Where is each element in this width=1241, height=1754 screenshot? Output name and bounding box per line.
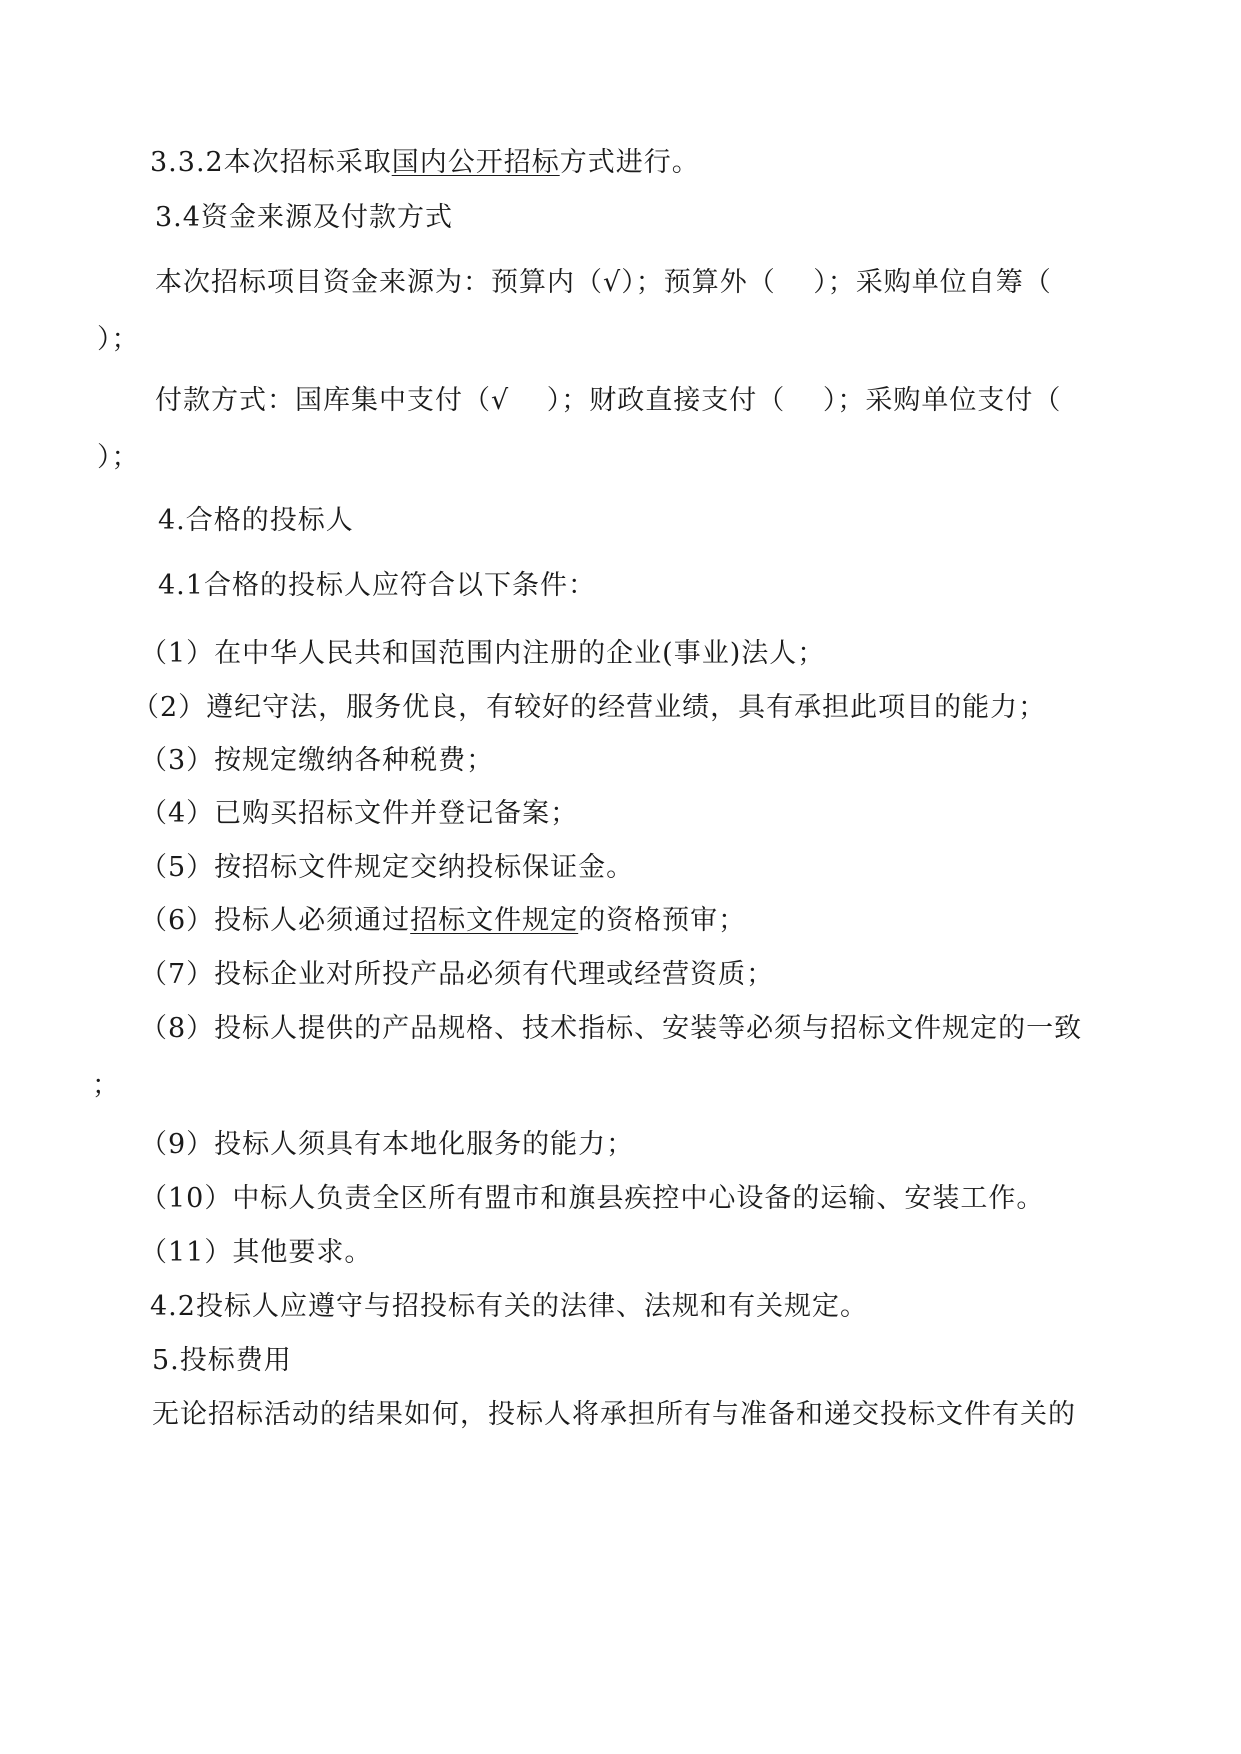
condition-2: （2）遵纪守法，服务优良，有较好的经营业绩，具有承担此项目的能力；: [132, 692, 1047, 723]
condition-3: （3）按规定缴纳各种税费；: [140, 745, 495, 776]
condition-8-line-1: （8）投标人提供的产品规格、技术指标、安装等必须与招标文件规定的一致: [140, 1013, 1083, 1044]
clause-3-3-2-text-start: 3.3.2本次招标采取: [150, 147, 392, 178]
condition-1: （1）在中华人民共和国范围内注册的企业(事业)法人；: [140, 638, 826, 669]
section-4-heading: 4.合格的投标人: [158, 505, 354, 536]
condition-10: （10）中标人负责全区所有盟市和旗县疾控中心设备的运输、安装工作。: [140, 1183, 1045, 1214]
condition-6: [140, 903, 746, 939]
clause-3-3-2: [150, 145, 700, 181]
clause-4-1-heading: 4.1合格的投标人应符合以下条件：: [158, 570, 596, 601]
payment-method-line-1: 付款方式：国库集中支付（√ ）；财政直接支付（ ）；采购单位支付（: [155, 385, 1062, 416]
condition-4: （4）已购买招标文件并登记备案；: [140, 798, 579, 829]
funding-source-line-1: 本次招标项目资金来源为：预算内（√）；预算外（ ）；采购单位自筹（: [155, 267, 1052, 298]
tender-method-underlined: 国内公开招标: [391, 147, 560, 178]
condition-7: （7）投标企业对所投产品必须有代理或经营资质；: [140, 959, 775, 990]
payment-method-line-2: ）；: [97, 442, 140, 473]
condition-9: （9）投标人须具有本地化服务的能力；: [140, 1129, 635, 1160]
condition-5: （5）按招标文件规定交纳投标保证金。: [140, 852, 635, 883]
section-5-heading: 5.投标费用: [152, 1345, 292, 1376]
funding-source-line-2: ）；: [97, 324, 140, 355]
condition-6-text-end: 的资格预审；: [578, 905, 747, 936]
condition-11: （11）其他要求。: [140, 1237, 373, 1268]
clause-3-3-2-text-end: 方式进行。: [559, 147, 700, 178]
condition-6-text-start: （6）投标人必须通过: [140, 905, 411, 936]
clause-4-2: 4.2投标人应遵守与招投标有关的法律、法规和有关规定。: [150, 1291, 868, 1322]
tender-document-underlined: 招标文件规定: [410, 905, 579, 936]
clause-3-4-heading: 3.4资金来源及付款方式: [155, 202, 453, 233]
condition-8-line-2: ；: [92, 1070, 120, 1101]
section-5-body: 无论招标活动的结果如何，投标人将承担所有与准备和递交投标文件有关的: [152, 1399, 1076, 1430]
